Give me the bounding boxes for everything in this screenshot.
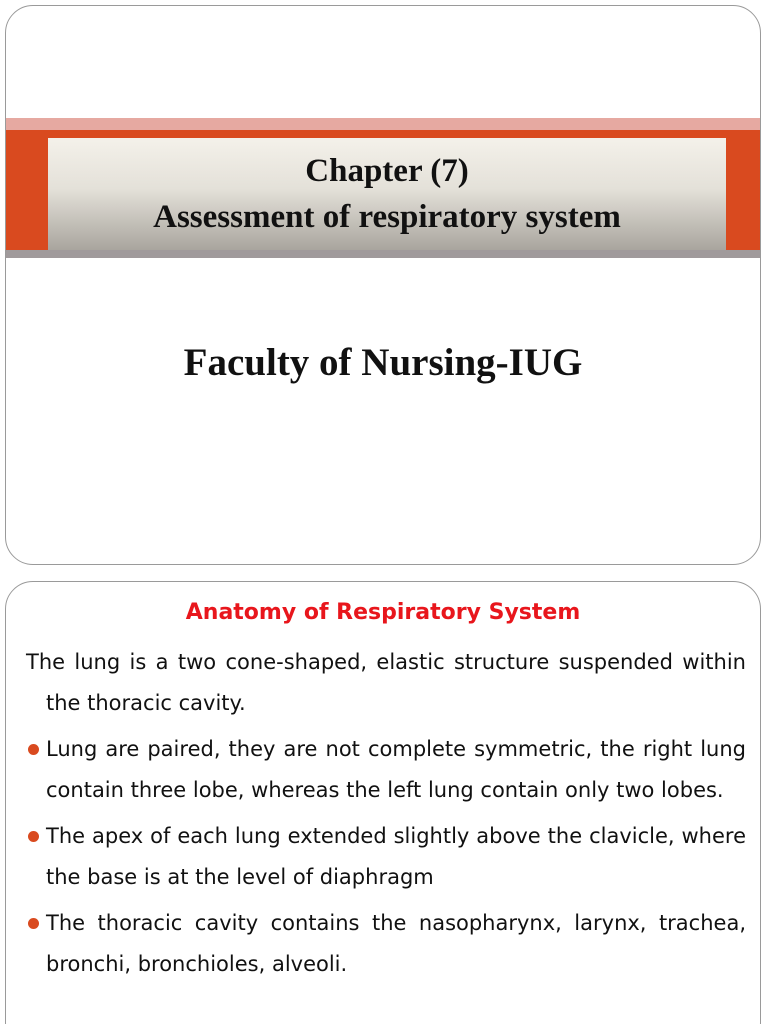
content-slide: [5, 581, 761, 1024]
chapter-title: Chapter (7): [305, 153, 469, 189]
decorative-band-top: [6, 118, 760, 130]
intro-paragraph: The lung is a two cone-shaped, elastic structure suspended within the thoracic cavity.: [26, 650, 746, 715]
slide-content: [26, 642, 746, 990]
list-item: [26, 816, 746, 898]
bullet-icon: [28, 831, 39, 842]
list-item: [26, 903, 746, 985]
decorative-band-bottom: [6, 250, 760, 258]
bullet-text: Lung are paired, they are not complete symmetric, the right lung contain three lobe, whereas the left lung contain only two lobes.: [46, 737, 746, 802]
bullet-icon: [28, 918, 39, 929]
title-box: [48, 138, 726, 250]
bullet-icon: [28, 744, 39, 755]
list-item: [26, 729, 746, 811]
topic-title: Assessment of respiratory system: [153, 199, 621, 235]
bullet-text: The thoracic cavity contains the nasopharynx, larynx, trachea, bronchi, bronchioles, alveoli.: [46, 911, 746, 976]
faculty-subtitle: Faculty of Nursing-IUG: [183, 341, 583, 384]
title-slide: [5, 5, 761, 565]
bullet-text: The apex of each lung extended slightly above the clavicle, where the base is at the level of diaphragm: [46, 824, 746, 889]
slide-heading: Anatomy of Respiratory System: [185, 600, 581, 625]
